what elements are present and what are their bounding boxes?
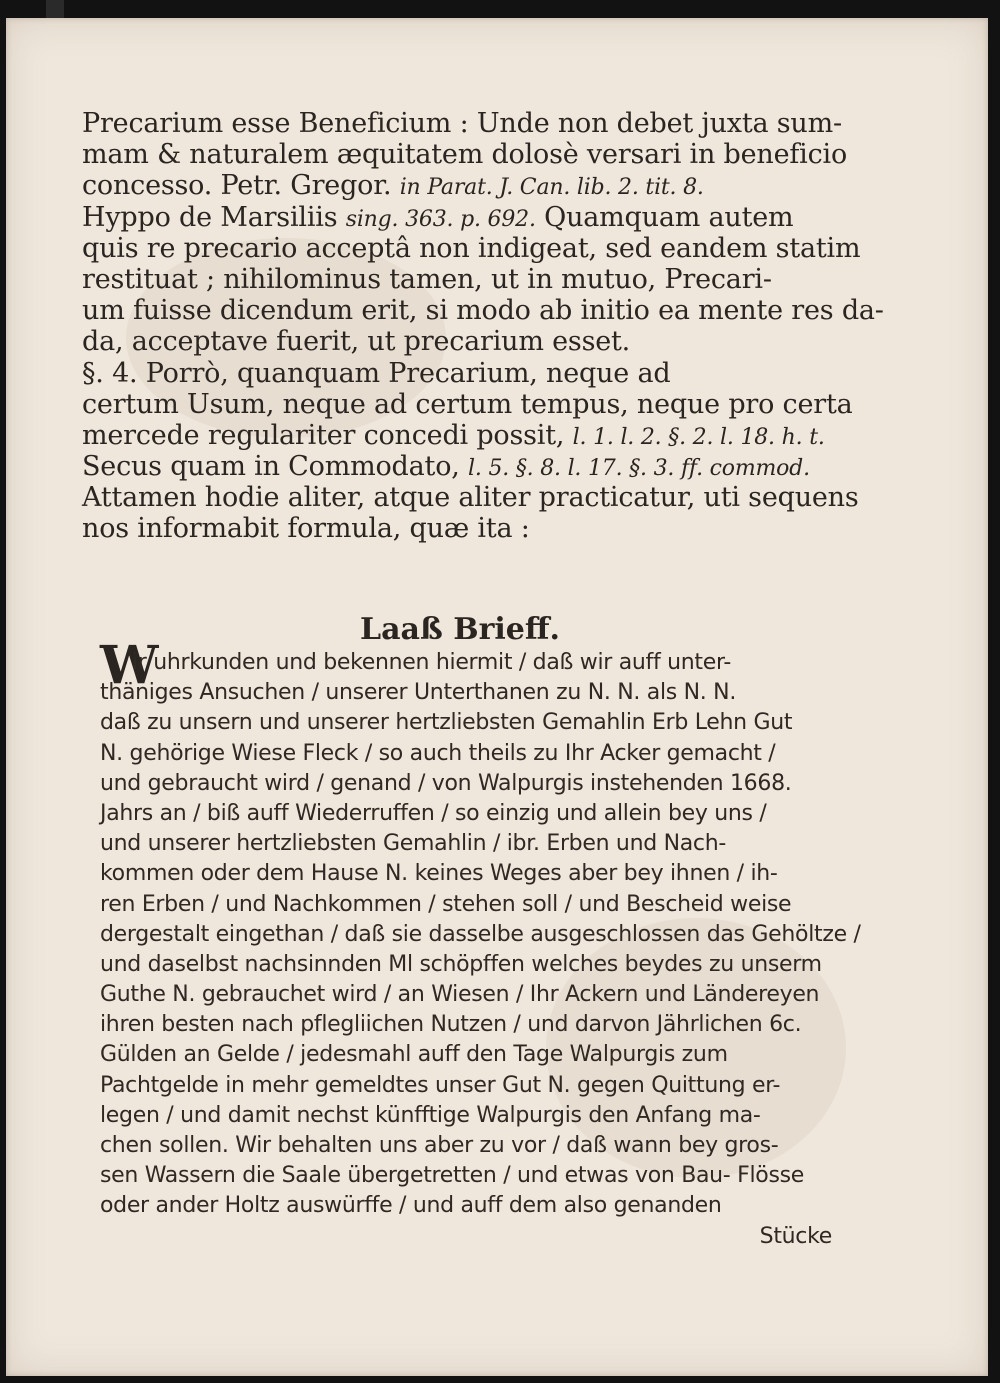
latin-citation: in Parat. J. Can. lib. 2. tit. 8.	[399, 175, 704, 201]
fraktur-line: legen / und damit nechst künfftige Walpurgis den Anfang ma-	[100, 1102, 761, 1128]
fraktur-line: Guthe N. gebrauchet wird / an Wiesen / Ihr Ackern und Ländereyen	[100, 982, 820, 1008]
latin-line-text: quis re precario acceptâ non indigeat, sed eandem statim	[82, 232, 861, 264]
latin-line	[82, 388, 853, 420]
latin-line-text: §. 4. Porrò, quanquam Precarium, neque ad	[82, 357, 671, 389]
fraktur-line: Pachtgelde in mehr gemeldtes unser Gut N. gegen Quittung er-	[100, 1072, 781, 1098]
latin-line	[82, 326, 842, 357]
latin-line	[82, 482, 859, 514]
fraktur-line: und gebraucht wird / genand / von Walpurgis instehenden 1668.	[100, 770, 792, 796]
fraktur-line: Jahrs an / biß auff Wiederruffen / so einzig und allein bey uns /	[100, 800, 767, 826]
fraktur-line: Stücke	[759, 1223, 832, 1249]
latin-line-text: nos informabit formula, quæ ita :	[82, 513, 530, 545]
latin-line	[82, 513, 842, 544]
latin-citation: l. 5. §. 8. l. 17. §. 3. ff. commod.	[468, 456, 810, 482]
drop-capital: W	[100, 635, 159, 696]
fraktur-line: ir uhrkunden und bekennen hiermit / daß wir auff unter-	[132, 650, 731, 675]
latin-line	[82, 420, 842, 451]
latin-line	[82, 202, 842, 233]
fraktur-line: kommen oder dem Hause N. keines Weges aber bey ihnen / ih-	[100, 861, 778, 887]
fraktur-line: Gülden an Gelde / jedesmahl auff den Tage Walpurgis zum	[100, 1042, 728, 1068]
latin-line	[82, 358, 842, 389]
latin-line	[82, 295, 884, 327]
fraktur-text-block	[100, 648, 861, 1252]
latin-citation: l. 1. l. 2. §. 2. l. 18. h. t.	[572, 424, 825, 450]
latin-line-text: da, acceptave fuerit, ut precarium esset.	[82, 326, 631, 358]
latin-line	[82, 170, 842, 201]
latin-line-text: um fuisse dicendum erit, si modo ab initio ea mente res da-	[82, 295, 884, 327]
latin-line-text: Secus quam in Commodato,	[82, 451, 469, 483]
latin-line	[82, 108, 842, 139]
latin-line-text: mercede regulariter concedi possit,	[82, 419, 573, 451]
fraktur-line: thäniges Ansuchen / unserer Unterthanen zu N. N. als N. N.	[100, 680, 737, 706]
fraktur-line: sen Wassern die Saale übergetretten / und etwas von Bau- Flösse	[100, 1163, 805, 1189]
fraktur-line: oder ander Holtz auswürffe / und auff dem also genanden	[100, 1193, 722, 1219]
fraktur-line: N. gehörige Wiese Fleck / so auch theils zu Ihr Acker gemacht /	[100, 740, 776, 766]
fraktur-line: und unserer hertzliebsten Gemahlin / ibr. Erben und Nach-	[100, 831, 726, 857]
fraktur-line: ren Erben / und Nachkommen / stehen soll / und Bescheid weise	[100, 891, 792, 917]
latin-line-text: mam & naturalem æquitatem dolosè versari in beneficio	[82, 139, 848, 171]
latin-line	[82, 232, 861, 264]
latin-line	[82, 264, 842, 295]
fraktur-line: dergestalt eingethan / daß sie dasselbe ausgeschlossen das Gehöltze /	[100, 921, 861, 947]
latin-line-text: concesso. Petr. Gregor.	[82, 170, 400, 202]
latin-line-continuation: Quamquam autem	[535, 201, 794, 233]
section-heading: Laaß Brieff.	[360, 612, 560, 647]
latin-line-text: restituat ; nihilominus tamen, ut in mutuo, Precari-	[82, 263, 772, 295]
fraktur-line: chen sollen. Wir behalten uns aber zu vor / daß wann bey gros-	[100, 1133, 779, 1158]
fraktur-line: daß zu unsern und unserer hertzliebsten Gemahlin Erb Lehn Gut	[100, 710, 793, 736]
latin-line-text: certum Usum, neque ad certum tempus, neque pro certa	[82, 388, 853, 420]
latin-line-text: Attamen hodie aliter, atque aliter practicatur, uti sequens	[82, 482, 859, 514]
latin-text-block	[82, 108, 884, 545]
latin-line-text: Precarium esse Beneficium : Unde non debet juxta sum-	[82, 108, 842, 139]
latin-line	[82, 139, 848, 171]
fraktur-line: und daselbst nachsinnden Ml schöpffen welches beydes zu unserm	[100, 951, 822, 977]
latin-citation: sing. 363. p. 692.	[345, 206, 536, 232]
latin-line-text: Hyppo de Marsiliis	[82, 201, 346, 233]
latin-line	[82, 451, 842, 482]
fraktur-line: ihren besten nach pflegliichen Nutzen / und darvon Jährlichen 6c.	[100, 1012, 802, 1038]
